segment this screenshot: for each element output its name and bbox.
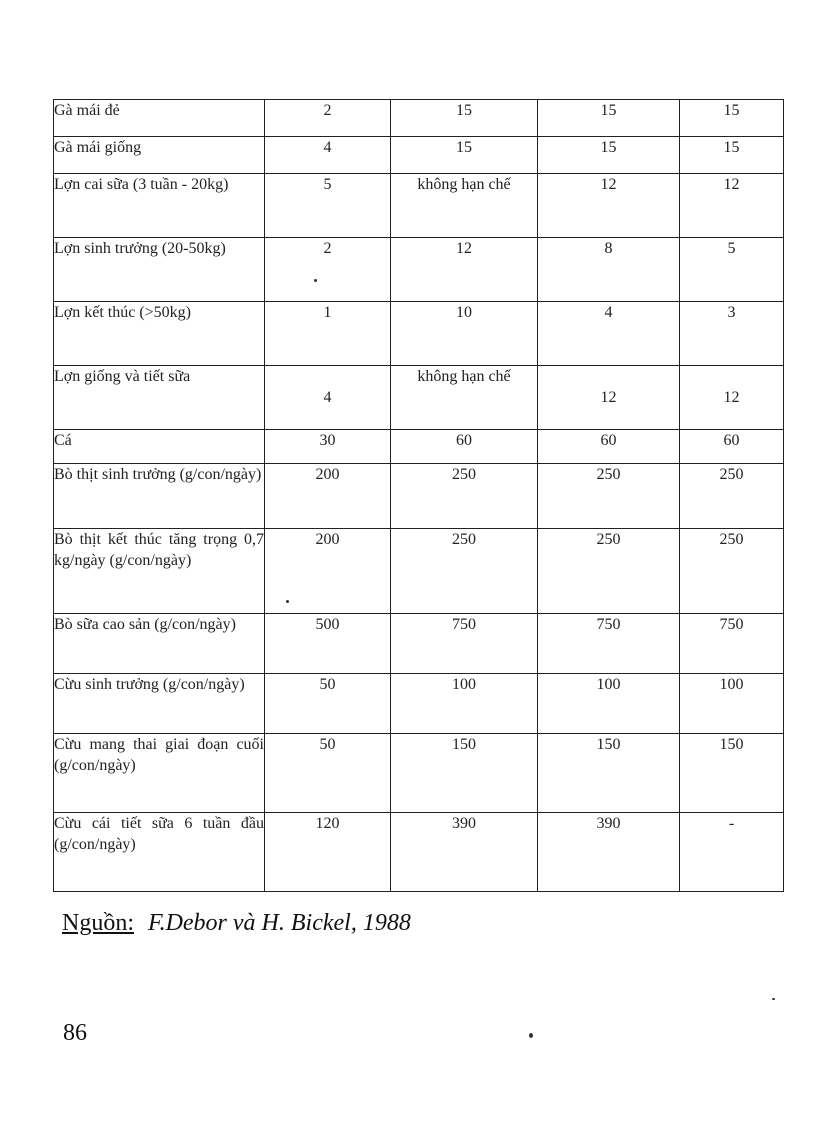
table-row	[54, 238, 784, 302]
scan-speck	[314, 279, 317, 282]
table-cell: 15	[391, 100, 538, 137]
table-cell: 150	[391, 734, 538, 813]
table-cell: 2	[265, 100, 391, 137]
table-cell: 15	[680, 137, 784, 174]
table-cell: 15	[538, 137, 680, 174]
table-row	[54, 734, 784, 813]
row-label: Bò thịt sinh trưởng (g/con/ngày)	[54, 464, 265, 529]
table-cell: 50	[265, 734, 391, 813]
row-label: Bò sữa cao sản (g/con/ngày)	[54, 614, 265, 674]
table-cell: 60	[391, 430, 538, 464]
table-cell: 150	[538, 734, 680, 813]
table-cell: 750	[680, 614, 784, 674]
table-cell: 250	[680, 529, 784, 614]
table-cell: 12	[538, 366, 680, 430]
table-cell: 12	[680, 174, 784, 238]
table-cell: 100	[680, 674, 784, 734]
table-cell: 50	[265, 674, 391, 734]
table-cell: 4	[265, 137, 391, 174]
table-row	[54, 430, 784, 464]
row-label: Lợn kết thúc (>50kg)	[54, 302, 265, 366]
row-label: Cừu sinh trưởng (g/con/ngày)	[54, 674, 265, 734]
table-cell: 750	[391, 614, 538, 674]
row-label: Cừu cái tiết sữa 6 tuần đầu (g/con/ngày)	[54, 813, 265, 892]
table-cell: 200	[265, 464, 391, 529]
table-cell: 60	[680, 430, 784, 464]
table-cell: 10	[391, 302, 538, 366]
table-cell: 100	[538, 674, 680, 734]
scan-speck	[529, 1033, 533, 1038]
table-cell: không hạn chế	[391, 366, 538, 430]
table-row	[54, 529, 784, 614]
table-cell: 30	[265, 430, 391, 464]
table-cell: 15	[391, 137, 538, 174]
table-cell: 5	[680, 238, 784, 302]
table-row	[54, 137, 784, 174]
page-number: 86	[63, 1020, 87, 1046]
table-cell: 60	[538, 430, 680, 464]
row-label: Bò thịt kết thúc tăng trọng 0,7 kg/ngày (g/con/ngày)	[54, 529, 265, 614]
table-cell: 5	[265, 174, 391, 238]
table-cell: 250	[538, 464, 680, 529]
table-row	[54, 464, 784, 529]
table-row	[54, 813, 784, 892]
scan-speck	[772, 998, 775, 1000]
table-row	[54, 302, 784, 366]
row-label: Cừu mang thai giai đoạn cuối (g/con/ngày)	[54, 734, 265, 813]
table-cell: 250	[538, 529, 680, 614]
row-label: Cá	[54, 430, 265, 464]
table-cell: không hạn chế	[391, 174, 538, 238]
table-cell: 12	[391, 238, 538, 302]
table-cell: 250	[680, 464, 784, 529]
row-label: Gà mái đẻ	[54, 100, 265, 137]
table-cell: 15	[538, 100, 680, 137]
table-row	[54, 174, 784, 238]
source-label: Nguồn:	[62, 910, 134, 936]
source-citation	[62, 910, 411, 937]
table-row	[54, 674, 784, 734]
row-label: Lợn giống và tiết sữa	[54, 366, 265, 430]
table-cell: 200	[265, 529, 391, 614]
row-label: Lợn sinh trưởng (20-50kg)	[54, 238, 265, 302]
row-label: Lợn cai sữa (3 tuần - 20kg)	[54, 174, 265, 238]
table-cell: 4	[538, 302, 680, 366]
table-cell: 390	[391, 813, 538, 892]
source-text: F.Debor và H. Bickel, 1988	[148, 910, 411, 936]
table-cell: 12	[538, 174, 680, 238]
scan-speck	[286, 600, 289, 603]
feed-limit-table	[53, 99, 784, 892]
table-cell: 12	[680, 366, 784, 430]
table-row	[54, 366, 784, 430]
table-cell: 120	[265, 813, 391, 892]
table-cell: 3	[680, 302, 784, 366]
table-cell: 15	[680, 100, 784, 137]
table-cell: 8	[538, 238, 680, 302]
row-label: Gà mái giống	[54, 137, 265, 174]
table-cell: 100	[391, 674, 538, 734]
table-cell: 250	[391, 529, 538, 614]
table-cell: 1	[265, 302, 391, 366]
table-row	[54, 100, 784, 137]
table-cell: 750	[538, 614, 680, 674]
table-row	[54, 614, 784, 674]
table-cell: 150	[680, 734, 784, 813]
table-cell: -	[680, 813, 784, 892]
table-cell: 250	[391, 464, 538, 529]
table-cell: 4	[265, 366, 391, 430]
table-cell: 500	[265, 614, 391, 674]
table-cell: 2	[265, 238, 391, 302]
table-cell: 390	[538, 813, 680, 892]
